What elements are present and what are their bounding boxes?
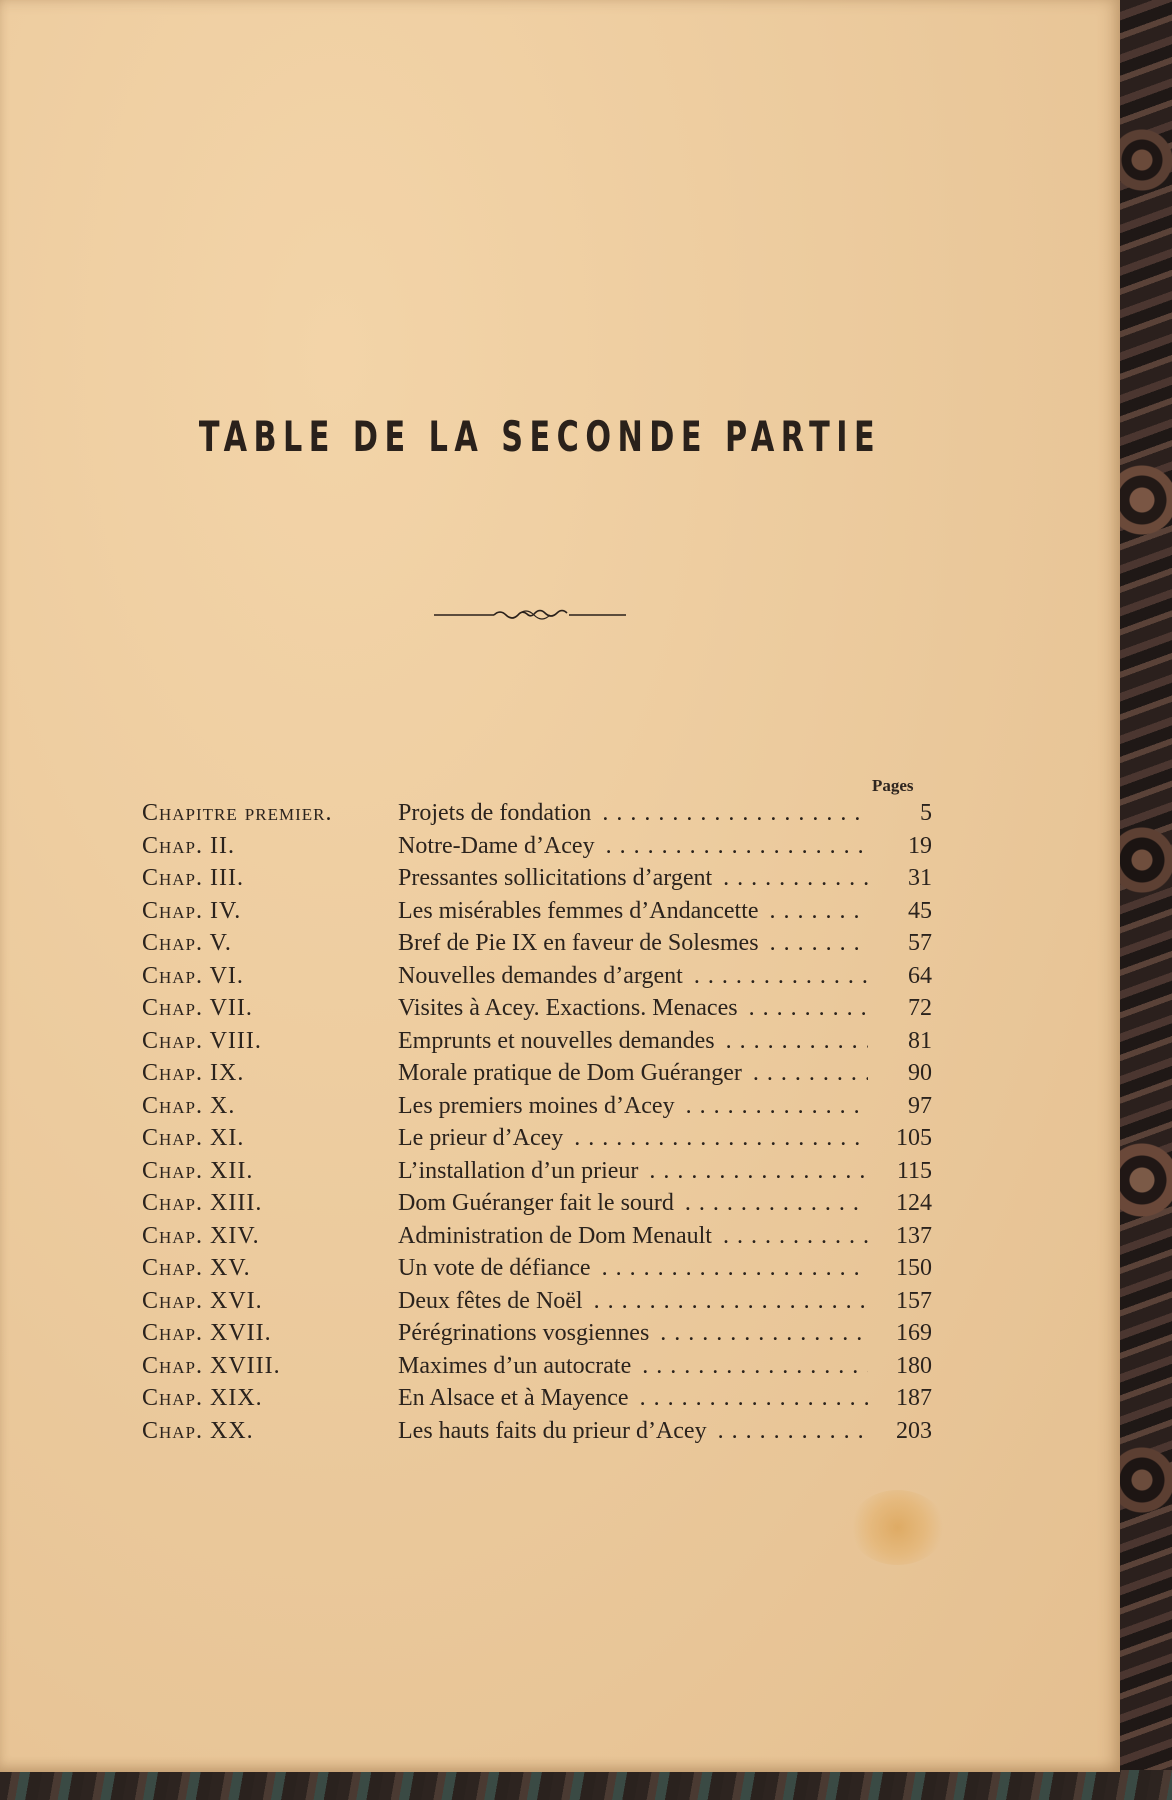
toc-chapter-label: Chap. VIII. [142, 1027, 262, 1054]
toc-page-number: 97 [908, 1092, 932, 1119]
toc-chapter-label: Chap. IX. [142, 1060, 245, 1086]
toc-chapter-label: Chap. XII. [142, 1157, 254, 1184]
toc-row [142, 800, 932, 833]
toc-row [142, 963, 932, 996]
toc-entry [398, 833, 868, 860]
toc-page-number: 81 [908, 1027, 932, 1054]
toc-row [142, 1190, 932, 1223]
toc-entry-title: Administration de Dom Menault [398, 1222, 712, 1249]
toc-chapter-label: Chap. III. [142, 865, 244, 891]
toc-chapter-label: Chap. XX. [142, 1417, 254, 1444]
toc-row [142, 1288, 932, 1321]
toc-page-number: 137 [896, 1222, 932, 1249]
toc-row [142, 1158, 932, 1191]
toc-entry-title: Maximes d’un autocrate [398, 1352, 632, 1379]
toc-row [142, 1320, 932, 1353]
toc-entry [398, 800, 868, 827]
toc-chapter-label: Chap. IV. [142, 897, 242, 924]
toc-page-number: 203 [896, 1417, 932, 1444]
toc-entry-title: Un vote de défiance [398, 1255, 591, 1281]
toc-entry [398, 1190, 868, 1217]
toc-page-number: 180 [896, 1352, 932, 1379]
toc-entry [398, 1353, 868, 1380]
toc-page-number: 115 [896, 1157, 932, 1184]
toc-page-number: 105 [896, 1125, 932, 1151]
pages-column-header: Pages [872, 776, 914, 795]
toc-page-number: 157 [896, 1287, 932, 1314]
foxing-stain [850, 1490, 945, 1565]
toc-entry-title: Le prieur d’Acey [398, 1125, 564, 1151]
toc-page-number: 150 [896, 1255, 932, 1281]
toc-page-number: 57 [908, 930, 932, 956]
toc-chapter-label: Chap. XVIII. [142, 1352, 281, 1379]
toc-row [142, 1060, 932, 1093]
toc-row [142, 930, 932, 963]
toc-chapter-label: Chap. V. [142, 930, 232, 956]
toc-entry-title: Nouvelles demandes d’argent [398, 962, 683, 989]
table-of-contents [142, 800, 932, 1450]
toc-row [142, 833, 932, 866]
toc-row [142, 898, 932, 931]
toc-page-number: 187 [896, 1385, 932, 1411]
toc-page-number: 90 [908, 1060, 932, 1086]
toc-entry-title: Projets de fondation [398, 800, 592, 826]
toc-row [142, 1093, 932, 1126]
toc-entry [398, 898, 868, 925]
toc-row [142, 1255, 932, 1288]
toc-entry-title: En Alsace et à Mayence [398, 1385, 629, 1411]
page-title: TABLE DE LA SECONDE PARTIE [198, 412, 882, 461]
marbled-binding [1112, 0, 1172, 1800]
toc-page-number: 19 [908, 832, 932, 859]
marbled-bottom-edge [0, 1770, 1172, 1800]
toc-entry-title: Les premiers moines d’Acey [398, 1092, 675, 1119]
toc-entry [398, 1418, 868, 1445]
ornament-divider-icon [434, 600, 626, 630]
toc-entry [398, 963, 868, 990]
toc-entry [398, 1125, 868, 1152]
toc-entry-title: Bref de Pie IX en faveur de Solesmes [398, 930, 759, 956]
toc-chapter-label: Chapitre premier. [142, 800, 333, 826]
toc-chapter-label: Chap. XVII. [142, 1320, 272, 1346]
toc-row [142, 1418, 932, 1451]
toc-entry-title: Les hauts faits du prieur d’Acey [398, 1417, 707, 1444]
toc-chapter-label: Chap. XIV. [142, 1222, 260, 1249]
toc-page-number: 45 [908, 897, 932, 924]
toc-entry-title: Pérégrinations vosgiennes [398, 1320, 650, 1346]
toc-entry [398, 930, 868, 957]
toc-entry [398, 1060, 868, 1087]
toc-chapter-label: Chap. XIII. [142, 1190, 263, 1216]
toc-entry [398, 995, 868, 1022]
toc-chapter-label: Chap. VI. [142, 962, 244, 989]
toc-row [142, 1223, 932, 1256]
toc-entry [398, 1385, 868, 1412]
toc-chapter-label: Chap. X. [142, 1092, 236, 1119]
toc-entry-title: Notre-Dame d’Acey [398, 832, 595, 859]
toc-chapter-label: Chap. XV. [142, 1255, 251, 1281]
toc-chapter-label: Chap. II. [142, 832, 236, 859]
toc-page-number: 64 [908, 962, 932, 989]
toc-entry-title: Deux fêtes de Noël [398, 1287, 583, 1314]
toc-entry [398, 1028, 868, 1055]
toc-entry [398, 1320, 868, 1347]
toc-page-number: 72 [908, 995, 932, 1021]
toc-entry-title: Les misérables femmes d’Andancette [398, 897, 759, 924]
toc-row [142, 995, 932, 1028]
toc-entry-title: Emprunts et nouvelles demandes [398, 1027, 715, 1054]
toc-entry-title: Pressantes sollicitations d’argent [398, 865, 713, 891]
toc-chapter-label: Chap. XI. [142, 1125, 245, 1151]
toc-row [142, 865, 932, 898]
toc-entry [398, 1093, 868, 1120]
toc-entry [398, 1255, 868, 1282]
toc-row [142, 1125, 932, 1158]
toc-row [142, 1385, 932, 1418]
toc-entry-title: Morale pratique de Dom Guéranger [398, 1060, 742, 1086]
toc-page-number: 124 [896, 1190, 932, 1216]
toc-entry [398, 1158, 868, 1185]
toc-entry [398, 865, 868, 892]
toc-page-number: 169 [896, 1320, 932, 1346]
toc-row [142, 1353, 932, 1386]
toc-entry-title: Dom Guéranger fait le sourd [398, 1190, 674, 1216]
toc-page-number: 31 [908, 865, 932, 891]
toc-page-number: 5 [920, 800, 932, 826]
toc-entry [398, 1223, 868, 1250]
toc-chapter-label: Chap. XIX. [142, 1385, 263, 1411]
toc-entry-title: L’installation d’un prieur [398, 1157, 639, 1184]
toc-chapter-label: Chap. XVI. [142, 1287, 263, 1314]
toc-chapter-label: Chap. VII. [142, 995, 253, 1021]
toc-row [142, 1028, 932, 1061]
toc-entry-title: Visites à Acey. Exactions. Menaces [398, 995, 738, 1021]
toc-entry [398, 1288, 868, 1315]
